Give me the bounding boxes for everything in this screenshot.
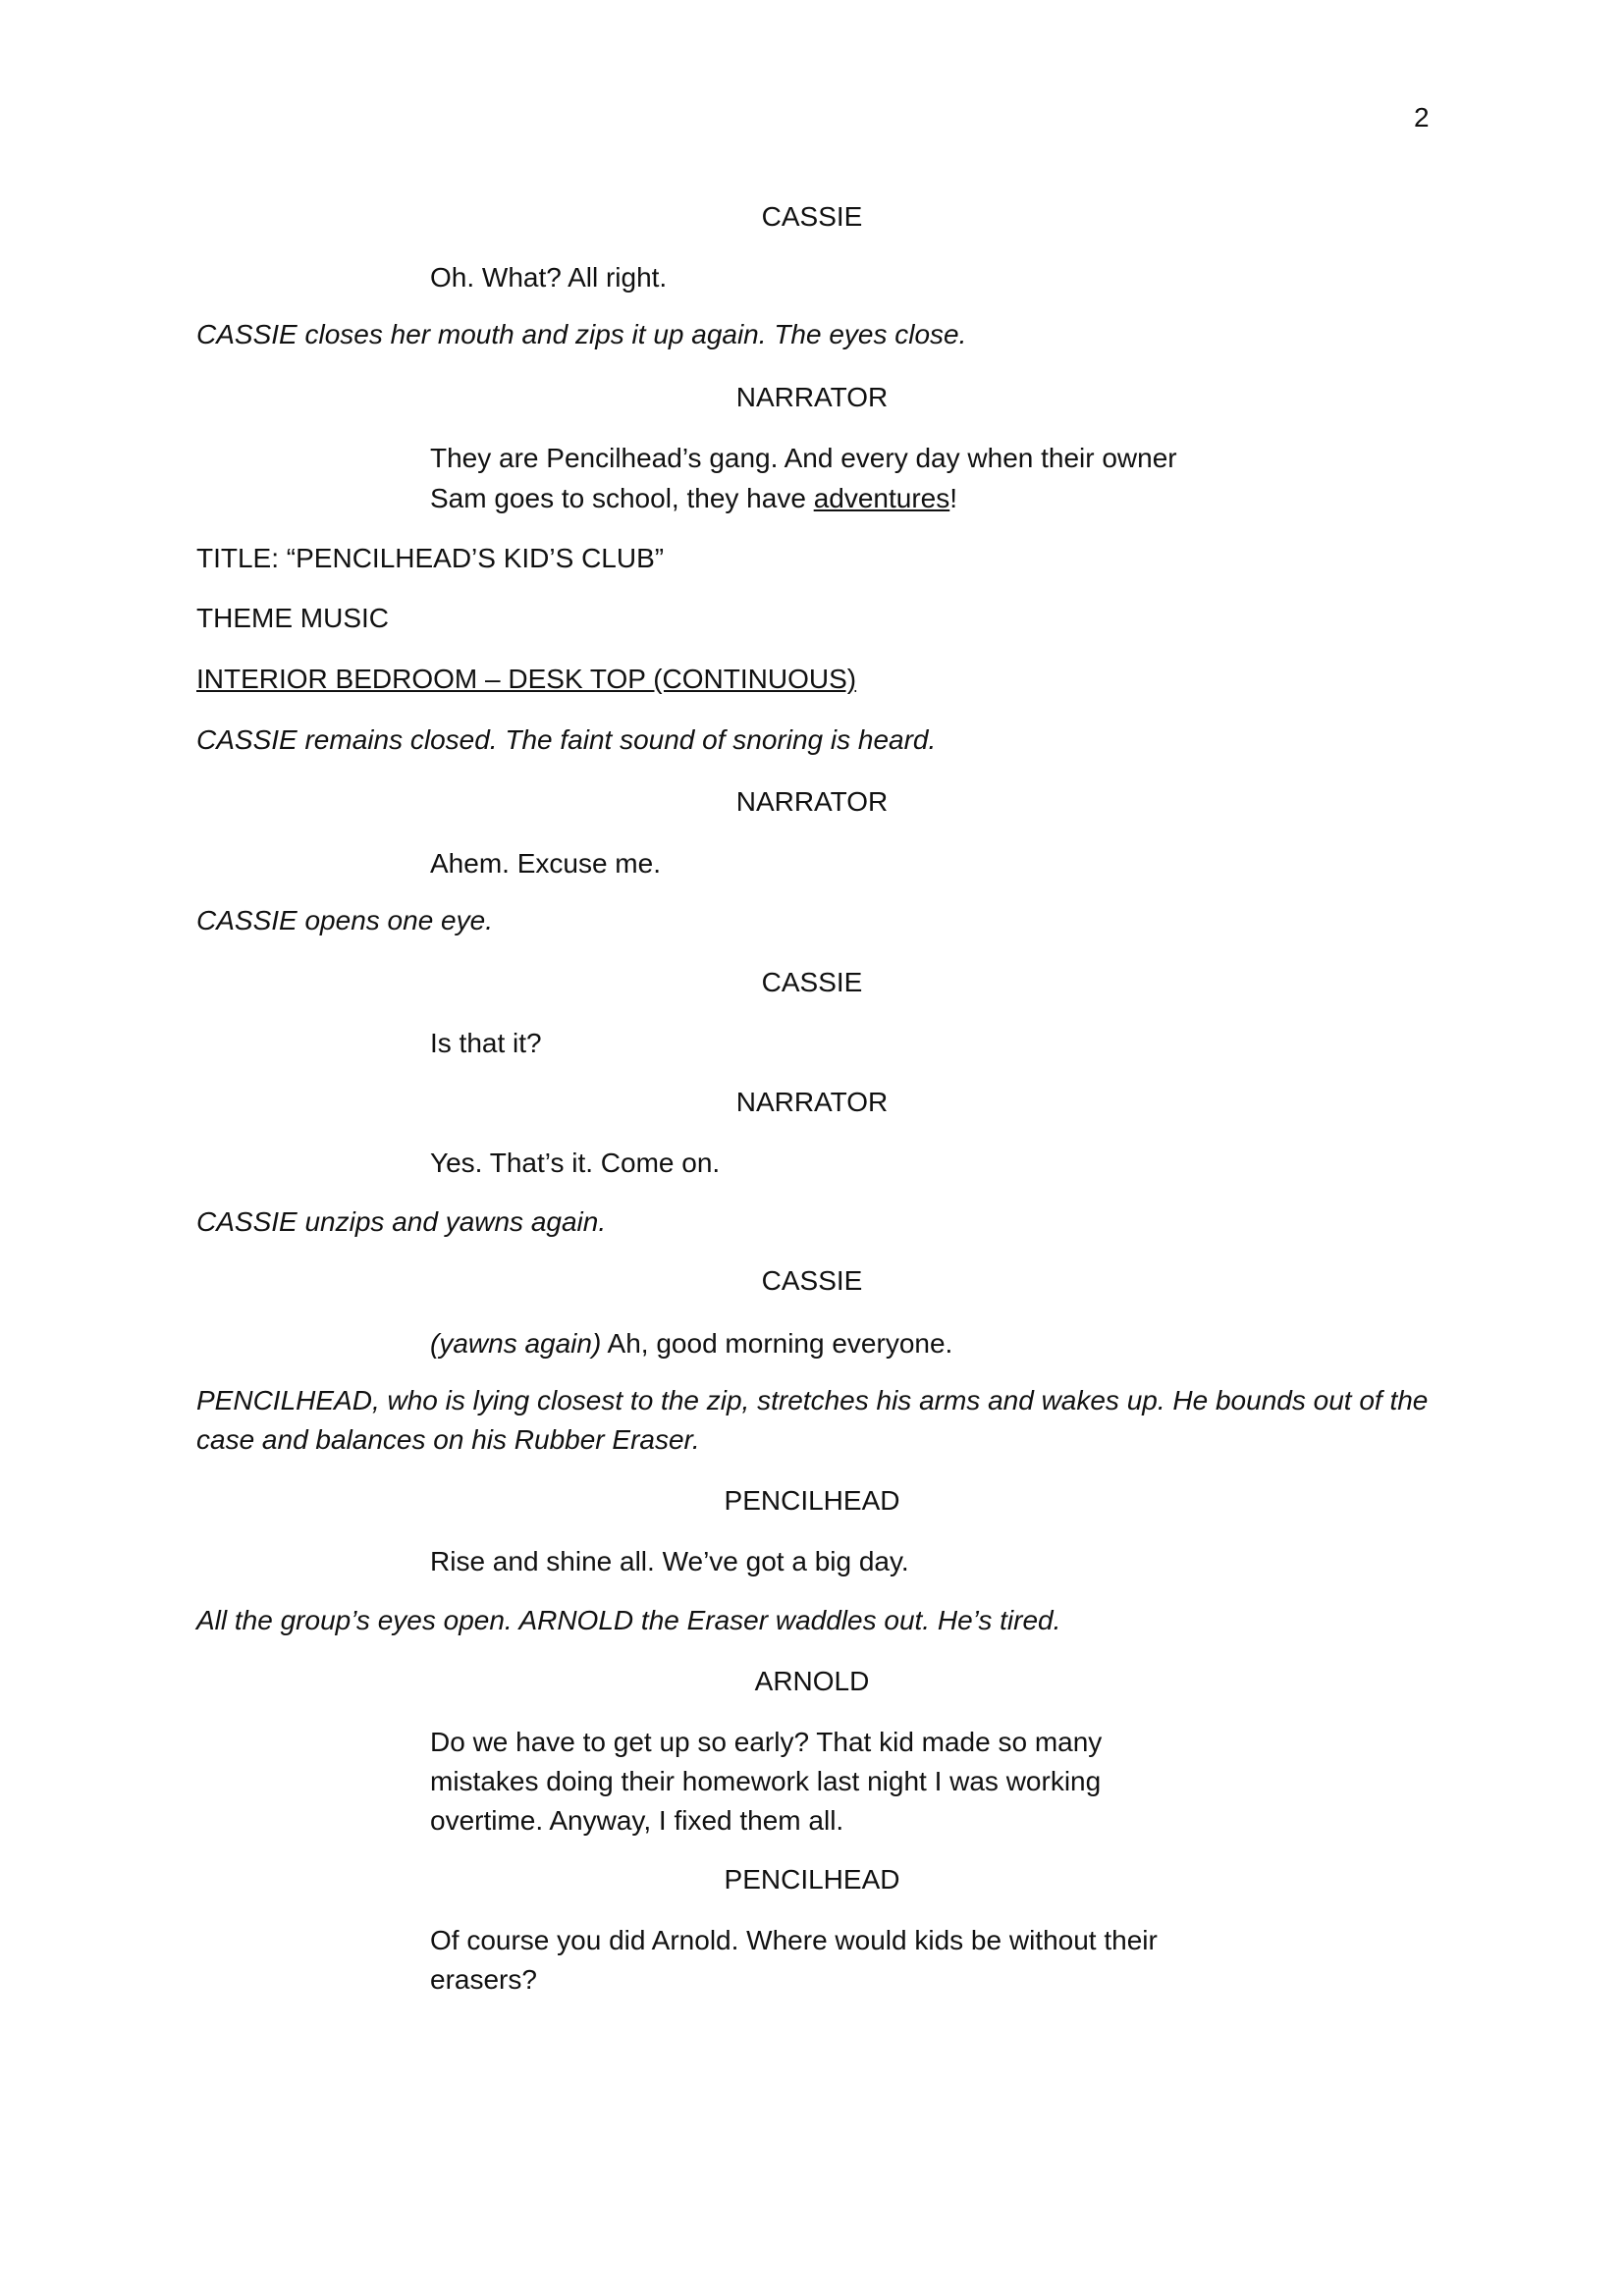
page-number: 2 xyxy=(1414,102,1430,133)
dialogue-line: overtime. Anyway, I fixed them all. xyxy=(430,1805,844,1836)
dialogue-line: Rise and shine all. We’ve got a big day. xyxy=(430,1546,909,1576)
title-line: TITLE: “PENCILHEAD’S KID’S CLUB” xyxy=(196,543,665,573)
character-narrator: NARRATOR xyxy=(735,786,889,817)
action-line: PENCILHEAD, who is lying closest to the zip, stretches his arms and wakes up. He bounds out of the xyxy=(196,1385,1429,1415)
scene-heading: INTERIOR BEDROOM – DESK TOP (CONTINUOUS) xyxy=(196,664,857,694)
dialogue-line: Is that it? xyxy=(430,1028,542,1058)
dialogue-line: Yes. That’s it. Come on. xyxy=(430,1148,721,1178)
action-line: All the group’s eyes open. ARNOLD the Eraser waddles out. He’s tired. xyxy=(196,1605,1061,1635)
dialogue-line: erasers? xyxy=(430,1964,537,1995)
character-cassie: CASSIE xyxy=(761,201,863,232)
dialogue-line: Do we have to get up so early? That kid made so many xyxy=(430,1727,1103,1757)
dialogue-text: ! xyxy=(949,483,958,513)
character-pencilhead: PENCILHEAD xyxy=(724,1864,900,1895)
dialogue-text: Sam goes to school, they have xyxy=(430,483,814,513)
action-line: CASSIE remains closed. The faint sound of snoring is heard. xyxy=(196,724,937,755)
character-arnold: ARNOLD xyxy=(754,1666,870,1696)
dialogue-line: mistakes doing their homework last night I was working xyxy=(430,1766,1102,1796)
dialogue-text: Ah, good morning everyone. xyxy=(601,1328,953,1359)
dialogue-line: Of course you did Arnold. Where would kids be without their xyxy=(430,1925,1158,1955)
action-line: CASSIE closes her mouth and zips it up again. The eyes close. xyxy=(196,319,967,349)
character-pencilhead: PENCILHEAD xyxy=(724,1485,900,1516)
action-line: CASSIE unzips and yawns again. xyxy=(196,1206,607,1237)
underlined-word: adventures xyxy=(813,483,950,513)
character-cassie: CASSIE xyxy=(761,1265,863,1296)
dialogue-line xyxy=(430,1324,952,1363)
character-cassie: CASSIE xyxy=(761,967,863,997)
action-line: case and balances on his Rubber Eraser. xyxy=(196,1424,700,1455)
character-narrator: NARRATOR xyxy=(735,382,889,412)
parenthetical: (yawns again) xyxy=(430,1328,602,1359)
dialogue-line: Ahem. Excuse me. xyxy=(430,848,661,879)
dialogue-line: They are Pencilhead’s gang. And every day when their owner xyxy=(430,443,1177,473)
character-narrator: NARRATOR xyxy=(735,1087,889,1117)
dialogue-line xyxy=(430,479,957,518)
theme-music-line: THEME MUSIC xyxy=(196,603,389,633)
dialogue-line: Oh. What? All right. xyxy=(430,262,668,293)
action-line: CASSIE opens one eye. xyxy=(196,905,493,935)
